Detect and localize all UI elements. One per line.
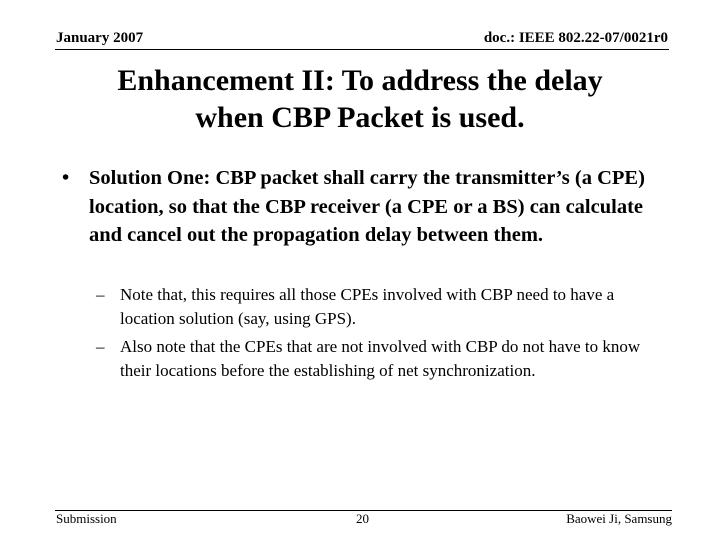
header-divider [55,49,669,50]
slide-title [60,62,660,136]
page-number: 20 [356,511,369,526]
slide-title-line-2: when CBP Packet is used. [195,101,525,134]
sub-bullet-marker: – [96,285,105,304]
header-date: January 2007 [56,30,144,46]
sub-bullet-item [96,283,666,330]
slide-title-line-1: Enhancement II: To address the delay [117,64,603,97]
header-doc-id: doc.: IEEE 802.22-07/0021r0 [483,30,668,46]
sub-bullet-text: Also note that the CPEs that are not involved with CBP do not have to know their locations before the establishing of net synchronization. [120,337,641,380]
bullet-marker: • [62,167,70,189]
sub-bullet-item [96,335,666,382]
sub-bullet-text: Note that, this requires all those CPEs involved with CBP need to have a location solution (say, using GPS). [120,285,615,328]
sub-bullet-marker: – [96,337,105,356]
footer-submission: Submission [56,511,117,526]
footer-author: Baowei Ji, Samsung [566,511,672,526]
bullet-text: Solution One: CBP packet shall carry the transmitter’s (a CPE) location, so that the CBP receiver (a CPE or a BS) can calculate and cancel out the propagation delay between them. [89,167,645,246]
bullet-item [62,164,662,250]
